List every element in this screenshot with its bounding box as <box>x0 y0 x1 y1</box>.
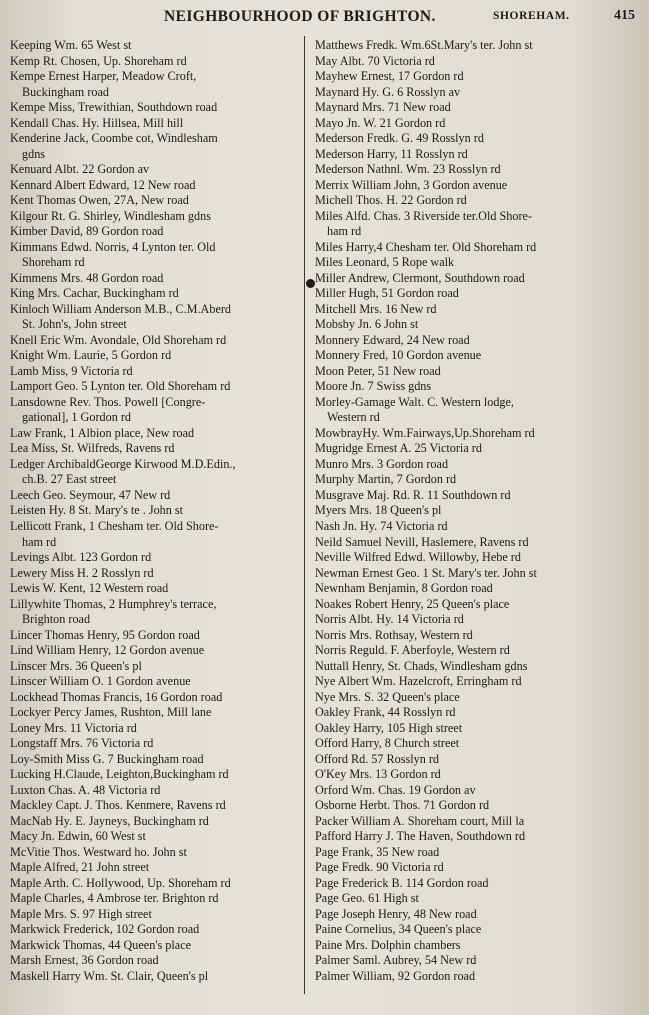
directory-entry <box>315 441 642 457</box>
directory-entry <box>315 364 642 380</box>
entry-line: Lockhead Thomas Francis, 16 Gordon road <box>10 689 223 704</box>
entry-line: Mederson Fredk. G. 49 Rosslyn rd <box>315 131 484 146</box>
entry-line: Keeping Wm. 65 West st <box>10 38 132 52</box>
entry-line: Maple Alfred, 21 John street <box>10 860 150 875</box>
directory-entry <box>315 162 642 178</box>
entry-line: Pafford Harry J. The Haven, Southdown rd <box>315 829 526 844</box>
entry-line: Mayo Jn. W. 21 Gordon rd <box>315 115 446 130</box>
directory-entry <box>10 628 300 644</box>
entry-line: Kendall Chas. Hy. Hillsea, Mill hill <box>10 115 184 130</box>
entry-line: Loney Mrs. 11 Victoria rd <box>10 720 137 735</box>
entry-line: Lincer Thomas Henry, 95 Gordon road <box>10 627 200 642</box>
directory-entry <box>315 860 642 876</box>
directory-entry <box>10 922 300 938</box>
entry-line: Maple Charles, 4 Ambrose ter. Brighton rd <box>10 891 219 906</box>
directory-entry <box>10 457 300 488</box>
directory-entry <box>315 876 642 892</box>
directory-entry <box>315 550 642 566</box>
directory-entry <box>315 581 642 597</box>
directory-entry <box>10 674 300 690</box>
directory-entry <box>10 348 300 364</box>
entry-line: Nye Albert Wm. Hazelcroft, Erringham rd <box>315 674 522 689</box>
entry-line: Kimmens Mrs. 48 Gordon road <box>10 270 164 285</box>
directory-entry <box>315 472 642 488</box>
entry-line: Packer William A. Shoreham court, Mill la <box>315 813 525 828</box>
entry-line: Levings Albt. 123 Gordon rd <box>10 550 152 565</box>
entry-line: Oakley Harry, 105 High street <box>315 720 463 735</box>
directory-entry <box>10 162 300 178</box>
directory-entry <box>315 333 642 349</box>
directory-entry <box>315 271 642 287</box>
entry-continuation: ch.B. 27 East street <box>22 472 117 487</box>
directory-entry <box>10 286 300 302</box>
directory-entry <box>10 566 300 582</box>
directory-entry <box>315 597 642 613</box>
directory-entry <box>10 333 300 349</box>
entry-line: Newnham Benjamin, 8 Gordon road <box>315 581 493 596</box>
entry-line: Lamport Geo. 5 Lynton ter. Old Shoreham rd <box>10 379 231 394</box>
directory-entry <box>315 426 642 442</box>
entry-line: Palmer Saml. Aubrey, 54 New rd <box>315 953 477 968</box>
entry-line: Kenderine Jack, Coombe cot, Windlesham <box>10 131 218 146</box>
directory-entry <box>10 597 300 628</box>
entry-line: Offord Harry, 8 Church street <box>315 736 460 751</box>
entry-line: Lockyer Percy James, Rushton, Mill lane <box>10 705 212 720</box>
directory-entry <box>315 85 642 101</box>
entry-line: Osborne Herbt. Thos. 71 Gordon rd <box>315 798 490 813</box>
directory-entry <box>315 178 642 194</box>
directory-entry <box>10 845 300 861</box>
entry-line: Monnery Fred, 10 Gordon avenue <box>315 348 482 363</box>
entry-line: Leisten Hy. 8 St. Mary's te . John st <box>10 503 184 518</box>
directory-entry <box>10 395 300 426</box>
entry-line: Kilgour Rt. G. Shirley, Windlesham gdns <box>10 208 211 223</box>
entry-line: MowbrayHy. Wm.Fairways,Up.Shoreham rd <box>315 425 535 440</box>
directory-entry <box>315 38 642 54</box>
entry-line: Kent Thomas Owen, 27A, New road <box>10 193 189 208</box>
entry-line: Knight Wm. Laurie, 5 Gordon rd <box>10 348 172 363</box>
directory-entry <box>10 907 300 923</box>
entry-line: Kenuard Albt. 22 Gordon av <box>10 162 150 177</box>
directory-entry <box>315 317 642 333</box>
entry-line: Kempe Ernest Harper, Meadow Croft, <box>10 69 197 84</box>
entry-line: Norris Mrs. Rothsay, Western rd <box>315 627 473 642</box>
entry-line: Mederson Harry, 11 Rosslyn rd <box>315 146 468 161</box>
entry-line: Mobsby Jn. 6 John st <box>315 317 419 332</box>
entry-line: Mayhew Ernest, 17 Gordon rd <box>315 69 464 84</box>
entry-line: Lind William Henry, 12 Gordon avenue <box>10 643 205 658</box>
directory-entry <box>10 131 300 162</box>
entry-line: Miles Harry,4 Chesham ter. Old Shoreham rd <box>315 239 537 254</box>
entry-line: Page Joseph Henry, 48 New road <box>315 906 477 921</box>
directory-entry <box>10 302 300 333</box>
right-column <box>315 38 642 984</box>
directory-entry <box>10 798 300 814</box>
entry-line: Lea Miss, St. Wilfreds, Ravens rd <box>10 441 175 456</box>
entry-line: Palmer William, 92 Gordon road <box>315 968 476 983</box>
entry-line: Mederson Nathnl. Wm. 23 Rosslyn rd <box>315 162 501 177</box>
directory-entry <box>10 783 300 799</box>
directory-entry <box>315 643 642 659</box>
entry-line: Miles Alfd. Chas. 3 Riverside ter.Old Shore- <box>315 208 532 223</box>
entry-line: Miller Andrew, Clermont, Southdown road <box>315 270 525 285</box>
directory-entry <box>315 674 642 690</box>
directory-entry <box>10 550 300 566</box>
directory-entry <box>10 240 300 271</box>
entry-line: Linscer Mrs. 36 Queen's pl <box>10 658 142 673</box>
directory-entry <box>10 178 300 194</box>
page-number: 415 <box>614 8 635 23</box>
entry-line: Maynard Hy. G. 6 Rosslyn av <box>315 84 461 99</box>
entry-line: Marsh Ernest, 36 Gordon road <box>10 953 159 968</box>
directory-entry <box>315 612 642 628</box>
entry-line: Mackley Capt. J. Thos. Kenmere, Ravens rd <box>10 798 226 813</box>
directory-entry <box>315 721 642 737</box>
entry-line: Neville Wilfred Edwd. Willowby, Hebe rd <box>315 550 521 565</box>
entry-line: Longstaff Mrs. 76 Victoria rd <box>10 736 154 751</box>
entry-line: MacNab Hy. E. Jayneys, Buckingham rd <box>10 813 209 828</box>
entry-continuation: Buckingham road <box>22 84 109 99</box>
directory-entry <box>315 395 642 426</box>
entry-line: Page Frank, 35 New road <box>315 844 440 859</box>
entry-line: Luxton Chas. A. 48 Victoria rd <box>10 782 161 797</box>
entry-continuation: Shoreham rd <box>22 255 85 270</box>
entry-line: Monnery Edward, 24 New road <box>315 332 470 347</box>
margin-dot <box>306 279 315 288</box>
entry-line: Paine Cornelius, 34 Queen's place <box>315 922 482 937</box>
directory-entry <box>10 953 300 969</box>
entry-line: Lillywhite Thomas, 2 Humphrey's terrace, <box>10 596 217 611</box>
entry-line: Merrix William John, 3 Gordon avenue <box>315 177 508 192</box>
entry-line: May Albt. 70 Victoria rd <box>315 53 435 68</box>
entry-line: Munro Mrs. 3 Gordon road <box>315 456 449 471</box>
directory-entry <box>10 860 300 876</box>
entry-line: Ledger ArchibaldGeorge Kirwood M.D.Edin., <box>10 456 236 471</box>
entry-line: Matthews Fredk. Wm.6St.Mary's ter. John st <box>315 38 533 52</box>
entry-line: Maple Arth. C. Hollywood, Up. Shoreham rd <box>10 875 231 890</box>
entry-line: Oakley Frank, 44 Rosslyn rd <box>315 705 456 720</box>
entry-line: Murphy Martin, 7 Gordon rd <box>315 472 457 487</box>
directory-entry <box>10 659 300 675</box>
directory-entry <box>10 876 300 892</box>
entry-line: Lamb Miss, 9 Victoria rd <box>10 363 133 378</box>
entry-line: Leech Geo. Seymour, 47 New rd <box>10 487 171 502</box>
entry-line: Musgrave Maj. Rd. R. 11 Southdown rd <box>315 487 511 502</box>
entry-line: Morley-Gamage Walt. C. Western lodge, <box>315 394 514 409</box>
entry-line: Michell Thos. H. 22 Gordon rd <box>315 193 467 208</box>
directory-entry <box>10 209 300 225</box>
directory-entry <box>10 705 300 721</box>
directory-entry <box>315 845 642 861</box>
page-title: NEIGHBOURHOOD OF BRIGHTON. <box>164 8 436 25</box>
entry-continuation: gational], 1 Gordon rd <box>22 410 131 425</box>
entry-line: Nye Mrs. S. 32 Queen's place <box>315 689 460 704</box>
directory-entry <box>10 193 300 209</box>
directory-entry <box>315 798 642 814</box>
entry-line: Lansdowne Rev. Thos. Powell [Congre- <box>10 394 206 409</box>
directory-entry <box>315 829 642 845</box>
directory-entry <box>315 193 642 209</box>
directory-entry <box>315 814 642 830</box>
entry-line: Knell Eric Wm. Avondale, Old Shoreham rd <box>10 332 227 347</box>
directory-entry <box>315 519 642 535</box>
entry-line: Myers Mrs. 18 Queen's pl <box>315 503 442 518</box>
entry-line: Maskell Harry Wm. St. Clair, Queen's pl <box>10 968 209 983</box>
entry-line: Lewis W. Kent, 12 Western road <box>10 581 169 596</box>
directory-entry <box>315 457 642 473</box>
directory-entry <box>10 100 300 116</box>
section-name: SHOREHAM. <box>493 10 570 22</box>
directory-entry <box>10 488 300 504</box>
entry-continuation: ham rd <box>327 224 362 239</box>
directory-entry <box>10 69 300 100</box>
entry-line: Kempe Miss, Trewithian, Southdown road <box>10 100 218 115</box>
directory-entry <box>10 441 300 457</box>
entry-line: Miller Hugh, 51 Gordon road <box>315 286 459 301</box>
entry-line: Orford Wm. Chas. 19 Gordon av <box>315 782 476 797</box>
entry-line: Miles Leonard, 5 Rope walk <box>315 255 455 270</box>
entry-line: Law Frank, 1 Albion place, New road <box>10 425 195 440</box>
entry-line: Linscer William O. 1 Gordon avenue <box>10 674 191 689</box>
directory-entry <box>315 54 642 70</box>
directory-entry <box>315 535 642 551</box>
entry-continuation: St. John's, John street <box>22 317 127 332</box>
directory-entry <box>10 116 300 132</box>
directory-entry <box>315 488 642 504</box>
directory-entry <box>10 829 300 845</box>
directory-entry <box>315 100 642 116</box>
entry-line: Markwick Thomas, 44 Queen's place <box>10 937 192 952</box>
directory-entry <box>315 116 642 132</box>
directory-entry <box>315 736 642 752</box>
directory-entry <box>315 628 642 644</box>
directory-entry <box>315 752 642 768</box>
entry-line: Kinloch William Anderson M.B., C.M.Aberd <box>10 301 232 316</box>
entry-line: Moon Peter, 51 New road <box>315 363 441 378</box>
directory-entry <box>315 891 642 907</box>
entry-line: McVitie Thos. Westward ho. John st <box>10 844 187 859</box>
entry-line: Lellicott Frank, 1 Chesham ter. Old Shore- <box>10 518 219 533</box>
entry-line: Kemp Rt. Chosen, Up. Shoreham rd <box>10 53 187 68</box>
directory-entry <box>315 302 642 318</box>
directory-entry <box>10 379 300 395</box>
entry-line: Kennard Albert Edward, 12 New road <box>10 177 196 192</box>
entry-continuation: ham rd <box>22 534 57 549</box>
directory-entry <box>315 379 642 395</box>
directory-entry <box>10 891 300 907</box>
entry-line: Page Frederick B. 114 Gordon road <box>315 875 489 890</box>
entry-continuation: Brighton road <box>22 612 91 627</box>
directory-entry <box>10 814 300 830</box>
directory-entry <box>315 209 642 240</box>
entry-continuation: gdns <box>22 146 46 161</box>
directory-entry <box>315 783 642 799</box>
directory-entry <box>10 224 300 240</box>
left-column <box>10 38 300 984</box>
entry-continuation: Western rd <box>327 410 380 425</box>
directory-entry <box>10 736 300 752</box>
directory-entry <box>315 690 642 706</box>
directory-entry <box>10 721 300 737</box>
entry-line: Newman Ernest Geo. 1 St. Mary's ter. John st <box>315 565 537 580</box>
directory-entry <box>315 969 642 985</box>
directory-entry <box>315 659 642 675</box>
directory-entry <box>10 581 300 597</box>
directory-entry <box>10 752 300 768</box>
directory-entry <box>315 147 642 163</box>
directory-entry <box>315 566 642 582</box>
directory-entry <box>315 348 642 364</box>
directory-entry <box>315 240 642 256</box>
directory-entry <box>315 767 642 783</box>
directory-entry <box>315 255 642 271</box>
entry-line: Lucking H.Claude, Leighton,Buckingham rd <box>10 767 229 782</box>
directory-entry <box>10 503 300 519</box>
entry-line: Loy-Smith Miss G. 7 Buckingham road <box>10 751 204 766</box>
entry-line: Lewery Miss H. 2 Rosslyn rd <box>10 565 154 580</box>
directory-entry <box>315 922 642 938</box>
directory-entry <box>315 705 642 721</box>
directory-entry <box>10 426 300 442</box>
entry-line: Norris Albt. Hy. 14 Victoria rd <box>315 612 464 627</box>
entry-line: Nuttall Henry, St. Chads, Windlesham gdns <box>315 658 528 673</box>
entry-line: Norris Reguld. F. Aberfoyle, Western rd <box>315 643 510 658</box>
directory-entry <box>10 690 300 706</box>
directory-entry <box>315 69 642 85</box>
directory-entry <box>10 271 300 287</box>
entry-line: Moore Jn. 7 Swiss gdns <box>315 379 432 394</box>
entry-line: Markwick Frederick, 102 Gordon road <box>10 922 200 937</box>
entry-line: O'Key Mrs. 13 Gordon rd <box>315 767 441 782</box>
entry-line: Mitchell Mrs. 16 New rd <box>315 301 437 316</box>
entry-line: Page Geo. 61 High st <box>315 891 419 906</box>
directory-entry <box>10 767 300 783</box>
directory-entry <box>315 286 642 302</box>
directory-entry <box>10 54 300 70</box>
entry-line: Kimber David, 89 Gordon road <box>10 224 164 239</box>
entry-line: Maple Mrs. S. 97 High street <box>10 906 152 921</box>
directory-entry <box>315 907 642 923</box>
entry-line: King Mrs. Cachar, Buckingham rd <box>10 286 179 301</box>
directory-entry <box>10 519 300 550</box>
directory-entry <box>10 643 300 659</box>
entry-line: Nash Jn. Hy. 74 Victoria rd <box>315 518 448 533</box>
entry-line: Paine Mrs. Dolphin chambers <box>315 937 461 952</box>
directory-entry <box>10 938 300 954</box>
entry-line: Mugridge Ernest A. 25 Victoria rd <box>315 441 482 456</box>
page-header <box>0 6 649 32</box>
entry-line: Offord Rd. 57 Rosslyn rd <box>315 751 440 766</box>
directory-entry <box>10 969 300 985</box>
entry-line: Page Fredk. 90 Victoria rd <box>315 860 444 875</box>
directory-entry <box>315 503 642 519</box>
entry-line: Macy Jn. Edwin, 60 West st <box>10 829 146 844</box>
directory-entry <box>10 364 300 380</box>
entry-line: Neild Samuel Nevill, Haslemere, Ravens rd <box>315 534 529 549</box>
directory-entry <box>315 131 642 147</box>
column-divider <box>304 36 305 994</box>
entry-line: Kimmans Edwd. Norris, 4 Lynton ter. Old <box>10 239 216 254</box>
directory-entry <box>315 953 642 969</box>
entry-line: Noakes Robert Henry, 25 Queen's place <box>315 596 510 611</box>
entry-line: Maynard Mrs. 71 New road <box>315 100 451 115</box>
directory-entry <box>315 938 642 954</box>
directory-entry <box>10 38 300 54</box>
